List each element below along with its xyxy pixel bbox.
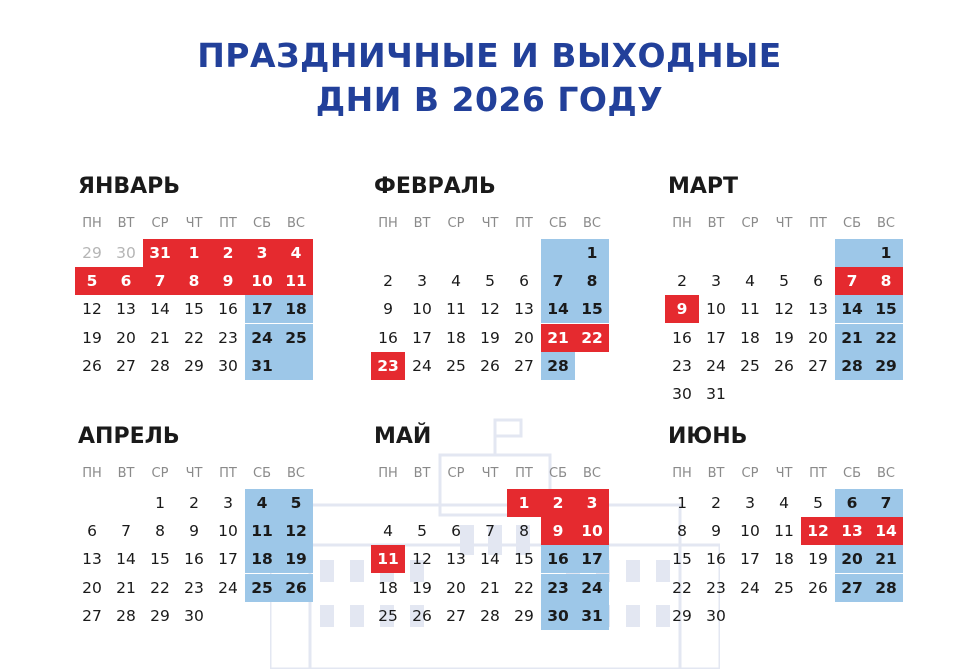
day-cell: 9 (189, 522, 199, 541)
weekday-label: ВТ (413, 466, 431, 481)
weekday-label: ВТ (707, 216, 725, 231)
day-cell: 24 (706, 356, 726, 375)
day-cell: 13 (116, 300, 136, 319)
day-cell: 23 (706, 578, 726, 597)
day-cell: 25 (740, 356, 760, 375)
day-cell: 27 (808, 356, 828, 375)
day-cell: 13 (835, 517, 869, 545)
day-cell: 7 (485, 522, 495, 541)
day-cell: 21 (835, 324, 869, 352)
day-cell: 10 (575, 517, 609, 545)
day-cell (801, 602, 835, 630)
day-cell: 9 (541, 517, 575, 545)
weekday-label: СБ (549, 466, 567, 481)
day-cell: 10 (218, 522, 238, 541)
day-cell: 20 (82, 578, 102, 597)
day-cell: 15 (150, 550, 170, 569)
day-cell: 24 (218, 578, 238, 597)
weekday-label: ВС (583, 216, 601, 231)
day-cell (767, 380, 801, 408)
day-cell: 15 (869, 295, 903, 323)
day-cell: 11 (279, 267, 313, 295)
day-cell: 25 (245, 574, 279, 602)
day-cell: 10 (412, 300, 432, 319)
day-cell: 2 (211, 239, 245, 267)
day-cell: 26 (82, 356, 102, 375)
day-cell: 11 (446, 300, 466, 319)
day-cell: 8 (155, 522, 165, 541)
day-cell: 6 (813, 272, 823, 291)
day-cell: 6 (835, 489, 869, 517)
day-cell: 8 (677, 522, 687, 541)
day-cell: 24 (412, 356, 432, 375)
day-cell: 12 (774, 300, 794, 319)
day-cell: 13 (446, 550, 466, 569)
day-cell: 20 (116, 328, 136, 347)
day-cell: 3 (711, 272, 721, 291)
day-cell: 16 (541, 545, 575, 573)
weekday-label: ЧТ (481, 466, 499, 481)
day-cell: 4 (745, 272, 755, 291)
day-cell: 9 (383, 300, 393, 319)
weekday-label: ВС (287, 216, 305, 231)
weekday-label: ЧТ (185, 216, 203, 231)
weekday-header-row (75, 464, 315, 484)
day-cell: 24 (740, 578, 760, 597)
day-cell: 5 (813, 494, 823, 512)
day-cell: 29 (514, 606, 534, 625)
day-cell: 23 (541, 574, 575, 602)
day-cell: 21 (116, 578, 136, 597)
day-cell: 29 (150, 606, 170, 625)
day-cell: 26 (774, 356, 794, 375)
day-cell: 23 (371, 352, 405, 380)
weekday-header-row (75, 214, 315, 234)
day-cell: 17 (575, 545, 609, 573)
day-cell: 13 (82, 550, 102, 569)
day-cell (245, 602, 279, 630)
day-cell: 21 (150, 328, 170, 347)
day-cell: 7 (143, 267, 177, 295)
day-cell: 5 (279, 489, 313, 517)
day-cell: 6 (451, 522, 461, 541)
day-cell: 28 (541, 352, 575, 380)
day-cell: 17 (245, 295, 279, 323)
day-cell: 15 (672, 550, 692, 569)
weekday-label: ПН (378, 466, 398, 481)
day-cell: 27 (446, 606, 466, 625)
day-cell (473, 489, 507, 517)
day-cell: 2 (711, 494, 721, 512)
day-cell: 31 (143, 239, 177, 267)
day-cell: 31 (706, 385, 726, 403)
day-cell: 18 (378, 578, 398, 597)
day-cell: 12 (82, 300, 102, 319)
weekday-label: ПТ (515, 466, 533, 481)
day-cell: 22 (150, 578, 170, 597)
day-cell: 21 (541, 324, 575, 352)
day-cell (439, 239, 473, 267)
weekday-label: ПТ (809, 216, 827, 231)
day-cell: 5 (75, 267, 109, 295)
day-cell: 25 (446, 356, 466, 375)
day-cell: 6 (87, 522, 97, 541)
weekday-label: ВС (877, 466, 895, 481)
day-cell (869, 380, 903, 408)
day-cell: 19 (808, 550, 828, 569)
weekday-label: СР (447, 466, 465, 481)
day-cell: 16 (184, 550, 204, 569)
weekday-header-row (371, 464, 611, 484)
day-cell: 1 (507, 489, 541, 517)
day-cell: 4 (245, 489, 279, 517)
day-cell: 16 (672, 328, 692, 347)
day-cell: 31 (575, 602, 609, 630)
day-cell: 9 (665, 295, 699, 323)
day-cell: 22 (575, 324, 609, 352)
weekday-label: ЧТ (775, 216, 793, 231)
weekday-header-row (665, 464, 905, 484)
day-cell (801, 380, 835, 408)
weekday-label: СР (741, 216, 759, 231)
day-cell: 15 (514, 550, 534, 569)
weekday-label: ПТ (515, 216, 533, 231)
day-cell: 23 (184, 578, 204, 597)
weekday-header-row (371, 214, 611, 234)
day-cell: 4 (779, 494, 789, 512)
day-cell (439, 489, 473, 517)
day-cell (405, 239, 439, 267)
day-cell (109, 489, 143, 517)
day-cell: 20 (808, 328, 828, 347)
day-cell (211, 602, 245, 630)
day-cell: 18 (245, 545, 279, 573)
day-cell: 11 (774, 522, 794, 541)
day-cell: 7 (835, 267, 869, 295)
day-cell: 15 (184, 300, 204, 319)
day-cell: 8 (575, 267, 609, 295)
day-cell: 28 (835, 352, 869, 380)
day-cell: 22 (514, 578, 534, 597)
month-name: ФЕВРАЛЬ (374, 174, 496, 199)
day-cell: 8 (519, 522, 529, 541)
weekday-label: СБ (549, 216, 567, 231)
weekday-label: ВТ (117, 466, 135, 481)
day-cell: 23 (218, 328, 238, 347)
day-cell: 27 (116, 356, 136, 375)
day-cell: 16 (218, 300, 238, 319)
day-cell: 14 (480, 550, 500, 569)
month-name: ЯНВАРЬ (78, 174, 181, 199)
day-cell (733, 602, 767, 630)
day-cell (801, 239, 835, 267)
day-cell: 11 (740, 300, 760, 319)
day-cell: 21 (480, 578, 500, 597)
day-cell: 29 (184, 356, 204, 375)
day-cell: 30 (184, 606, 204, 625)
day-cell: 26 (808, 578, 828, 597)
day-cell: 4 (383, 522, 393, 541)
day-cell: 8 (869, 267, 903, 295)
day-cell: 10 (245, 267, 279, 295)
day-cell: 10 (706, 300, 726, 319)
day-cell: 31 (245, 352, 279, 380)
day-cell: 27 (82, 606, 102, 625)
weekday-label: СБ (843, 466, 861, 481)
weekday-label: ЧТ (775, 466, 793, 481)
day-cell (835, 239, 869, 267)
day-cell: 12 (279, 517, 313, 545)
day-cell: 9 (211, 267, 245, 295)
day-cell: 11 (245, 517, 279, 545)
day-cell (767, 239, 801, 267)
day-cell: 20 (514, 328, 534, 347)
day-cell: 3 (575, 489, 609, 517)
month-name: МАЙ (374, 424, 432, 449)
weekday-label: ВТ (413, 216, 431, 231)
day-cell: 18 (279, 295, 313, 323)
day-cell: 27 (835, 574, 869, 602)
day-cell: 30 (672, 385, 692, 403)
day-cell: 23 (672, 356, 692, 375)
weekday-label: ВС (583, 466, 601, 481)
day-cell: 1 (869, 239, 903, 267)
day-cell: 9 (711, 522, 721, 541)
day-cell: 22 (672, 578, 692, 597)
day-cell: 12 (801, 517, 835, 545)
day-cell: 7 (121, 522, 131, 541)
day-cell: 25 (378, 606, 398, 625)
day-cell: 29 (869, 352, 903, 380)
day-cell (575, 352, 609, 380)
day-cell: 17 (412, 328, 432, 347)
weekday-label: СР (447, 216, 465, 231)
weekday-label: СР (151, 466, 169, 481)
day-cell: 5 (485, 272, 495, 291)
day-cell (507, 239, 541, 267)
weekday-header-row (665, 214, 905, 234)
day-cell (473, 239, 507, 267)
day-cell: 19 (412, 578, 432, 597)
weekday-label: ВС (287, 466, 305, 481)
day-cell: 12 (480, 300, 500, 319)
day-cell: 22 (869, 324, 903, 352)
day-cell: 7 (869, 489, 903, 517)
weekday-label: ПТ (809, 466, 827, 481)
day-cell: 1 (677, 494, 687, 512)
day-cell: 18 (740, 328, 760, 347)
day-cell (835, 602, 869, 630)
month-name: МАРТ (668, 174, 739, 199)
day-cell (869, 602, 903, 630)
day-cell: 6 (109, 267, 143, 295)
day-cell: 26 (279, 574, 313, 602)
day-cell: 13 (808, 300, 828, 319)
day-cell: 28 (869, 574, 903, 602)
weekday-label: ПН (378, 216, 398, 231)
page-title (0, 34, 979, 122)
day-cell: 2 (677, 272, 687, 291)
day-cell: 10 (740, 522, 760, 541)
day-cell: 4 (451, 272, 461, 291)
weekday-label: ПН (672, 216, 692, 231)
day-cell: 29 (82, 244, 102, 262)
day-cell: 22 (184, 328, 204, 347)
day-cell: 15 (575, 295, 609, 323)
day-cell: 16 (378, 328, 398, 347)
day-cell: 3 (245, 239, 279, 267)
day-cell: 28 (480, 606, 500, 625)
day-cell: 25 (774, 578, 794, 597)
day-cell: 19 (82, 328, 102, 347)
weekday-label: ВТ (117, 216, 135, 231)
day-cell (371, 239, 405, 267)
weekday-label: ПТ (219, 466, 237, 481)
day-cell: 17 (706, 328, 726, 347)
day-cell: 2 (541, 489, 575, 517)
day-cell: 17 (740, 550, 760, 569)
day-cell: 26 (480, 356, 500, 375)
day-cell: 5 (417, 522, 427, 541)
day-cell (767, 602, 801, 630)
day-cell: 30 (706, 606, 726, 625)
day-cell: 14 (541, 295, 575, 323)
weekday-label: СБ (253, 216, 271, 231)
day-cell (733, 380, 767, 408)
day-cell: 3 (745, 494, 755, 512)
day-cell: 28 (116, 606, 136, 625)
day-cell: 28 (150, 356, 170, 375)
day-cell: 5 (779, 272, 789, 291)
day-cell: 24 (575, 574, 609, 602)
weekday-label: ВС (877, 216, 895, 231)
day-cell (405, 489, 439, 517)
day-cell: 14 (150, 300, 170, 319)
weekday-label: ЧТ (185, 466, 203, 481)
day-cell (541, 239, 575, 267)
day-cell: 6 (519, 272, 529, 291)
day-cell: 18 (446, 328, 466, 347)
weekday-label: ПН (82, 216, 102, 231)
weekday-label: СБ (843, 216, 861, 231)
day-cell: 4 (279, 239, 313, 267)
month-name: ИЮНЬ (668, 424, 748, 449)
weekday-label: ВТ (707, 466, 725, 481)
day-cell: 2 (383, 272, 393, 291)
day-cell: 16 (706, 550, 726, 569)
day-cell (665, 239, 699, 267)
weekday-label: СР (741, 466, 759, 481)
day-cell: 26 (412, 606, 432, 625)
day-cell: 3 (223, 494, 233, 512)
day-cell: 19 (774, 328, 794, 347)
day-cell (279, 602, 313, 630)
day-cell: 14 (869, 517, 903, 545)
day-cell: 19 (480, 328, 500, 347)
day-cell: 14 (835, 295, 869, 323)
weekday-label: ПН (82, 466, 102, 481)
weekday-label: ПН (672, 466, 692, 481)
day-cell: 24 (245, 324, 279, 352)
day-cell (371, 489, 405, 517)
day-cell: 1 (155, 494, 165, 512)
day-cell: 29 (672, 606, 692, 625)
title-line-1: ПРАЗДНИЧНЫЕ И ВЫХОДНЫЕ (197, 36, 782, 75)
day-cell (279, 352, 313, 380)
day-cell: 20 (446, 578, 466, 597)
weekday-label: ЧТ (481, 216, 499, 231)
day-cell: 30 (541, 602, 575, 630)
day-cell: 8 (177, 267, 211, 295)
day-cell (699, 239, 733, 267)
day-cell (733, 239, 767, 267)
day-cell (835, 380, 869, 408)
day-cell: 18 (774, 550, 794, 569)
day-cell: 1 (177, 239, 211, 267)
day-cell: 27 (514, 356, 534, 375)
day-cell: 2 (189, 494, 199, 512)
day-cell: 20 (835, 545, 869, 573)
day-cell: 1 (575, 239, 609, 267)
day-cell: 12 (412, 550, 432, 569)
weekday-label: СР (151, 216, 169, 231)
day-cell: 7 (541, 267, 575, 295)
day-cell: 11 (371, 545, 405, 573)
title-line-2: ДНИ В 2026 ГОДУ (315, 80, 664, 119)
day-cell: 21 (869, 545, 903, 573)
weekday-label: СБ (253, 466, 271, 481)
day-cell: 30 (116, 244, 136, 262)
day-cell (75, 489, 109, 517)
weekday-label: ПТ (219, 216, 237, 231)
day-cell: 19 (279, 545, 313, 573)
day-cell: 3 (417, 272, 427, 291)
day-cell: 13 (514, 300, 534, 319)
day-cell: 30 (218, 356, 238, 375)
day-cell: 25 (279, 324, 313, 352)
day-cell: 17 (218, 550, 238, 569)
month-name: АПРЕЛЬ (78, 424, 180, 449)
day-cell: 14 (116, 550, 136, 569)
